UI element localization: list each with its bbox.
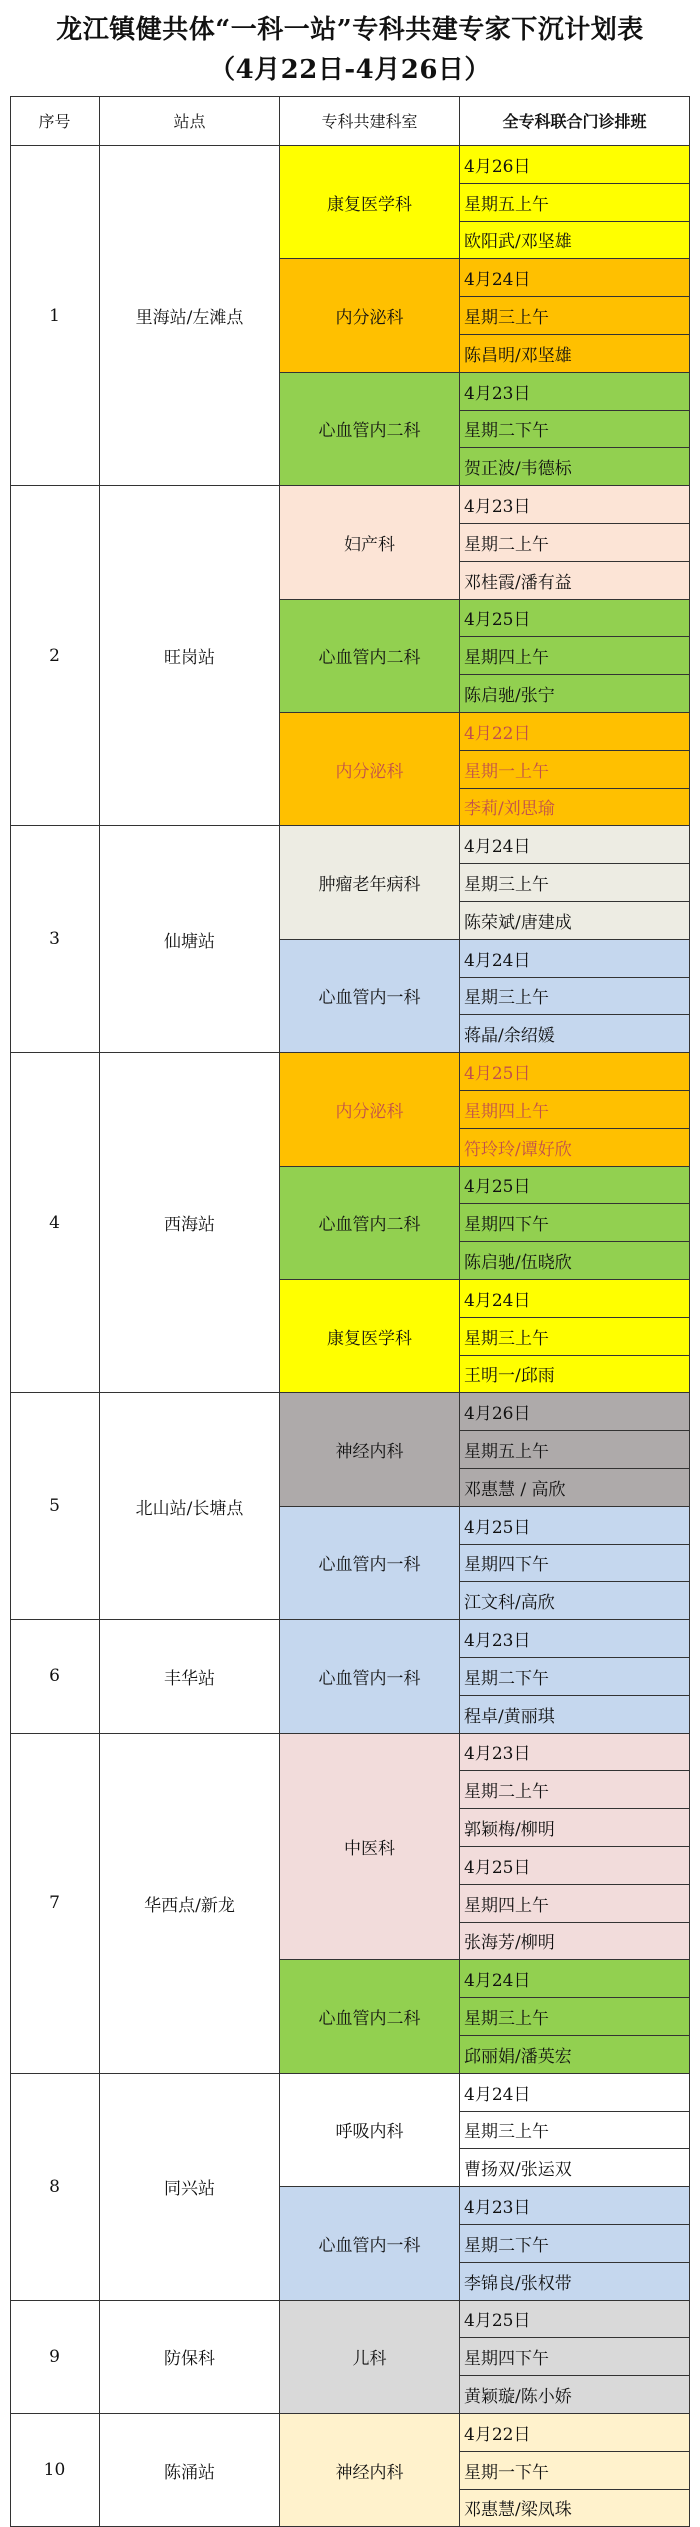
seq-cell: 9 (10, 2301, 100, 2414)
header-seq: 序号 (10, 96, 100, 146)
header-dept: 专科共建科室 (280, 96, 460, 146)
schedule-cell: 星期四下午 (460, 1204, 690, 1242)
site-cell: 里海站/左滩点 (100, 146, 280, 486)
schedule-cell: 星期二上午 (460, 524, 690, 562)
schedule-cell: 4月25日 (460, 1847, 690, 1885)
site-cell: 防保科 (100, 2301, 280, 2414)
dept-cell: 妇产科 (280, 486, 460, 599)
header-schedule: 全专科联合门诊排班 (460, 96, 690, 146)
dept-cell: 康复医学科 (280, 146, 460, 259)
schedule-cell: 星期五上午 (460, 184, 690, 222)
seq-cell: 1 (10, 146, 100, 486)
schedule-cell: 4月24日 (460, 2074, 690, 2112)
schedule-cell: 陈启驰/张宁 (460, 675, 690, 713)
schedule-cell: 程卓/黄丽琪 (460, 1696, 690, 1734)
schedule-cell: 星期一下午 (460, 2452, 690, 2490)
schedule-cell: 星期三上午 (460, 864, 690, 902)
schedule-cell: 曹扬双/张运双 (460, 2149, 690, 2187)
schedule-cell: 4月24日 (460, 1280, 690, 1318)
schedule-cell: 邓惠慧 / 高欣 (460, 1469, 690, 1507)
schedule-cell: 李莉/刘思瑜 (460, 789, 690, 827)
schedule-cell: 4月25日 (460, 2301, 690, 2339)
schedule-cell: 蒋晶/余绍媛 (460, 1015, 690, 1053)
schedule-cell: 星期四上午 (460, 637, 690, 675)
schedule-cell: 陈荣斌/唐建成 (460, 902, 690, 940)
dept-cell: 心血管内一科 (280, 1620, 460, 1733)
seq-cell: 2 (10, 486, 100, 826)
seq-cell: 7 (10, 1734, 100, 2074)
schedule-cell: 星期四上午 (460, 1885, 690, 1923)
dept-cell: 心血管内一科 (280, 940, 460, 1053)
dept-cell: 内分泌科 (280, 713, 460, 826)
seq-cell: 4 (10, 1053, 100, 1393)
schedule-cell: 4月24日 (460, 259, 690, 297)
dept-cell: 心血管内一科 (280, 2187, 460, 2300)
site-cell: 北山站/长塘点 (100, 1393, 280, 1620)
site-cell: 丰华站 (100, 1620, 280, 1733)
dept-cell: 神经内科 (280, 2414, 460, 2527)
schedule-cell: 星期二下午 (460, 2225, 690, 2263)
dept-cell: 心血管内二科 (280, 373, 460, 486)
site-cell: 陈涌站 (100, 2414, 280, 2527)
site-cell: 旺岗站 (100, 486, 280, 826)
site-cell: 同兴站 (100, 2074, 280, 2301)
site-cell: 华西点/新龙 (100, 1734, 280, 2074)
page-title (0, 10, 700, 90)
schedule-cell: 星期三上午 (460, 1318, 690, 1356)
schedule-cell: 星期三上午 (460, 2112, 690, 2150)
dept-cell: 内分泌科 (280, 259, 460, 372)
schedule-cell: 邓惠慧/梁凤珠 (460, 2490, 690, 2527)
title-line-2: （4月22日-4月26日） (209, 55, 491, 85)
schedule-cell: 邓桂霞/潘有益 (460, 562, 690, 600)
schedule-cell: 4月25日 (460, 1167, 690, 1205)
schedule-cell: 黄颖璇/陈小娇 (460, 2376, 690, 2414)
schedule-cell: 4月24日 (460, 826, 690, 864)
schedule-cell: 欧阳武/邓坚雄 (460, 222, 690, 260)
schedule-cell: 符玲玲/谭好欣 (460, 1129, 690, 1167)
schedule-cell: 陈昌明/邓坚雄 (460, 335, 690, 373)
schedule-cell: 4月23日 (460, 1734, 690, 1772)
dept-cell: 心血管内一科 (280, 1507, 460, 1620)
schedule-cell: 4月26日 (460, 1393, 690, 1431)
schedule-cell: 陈启驰/伍晓欣 (460, 1242, 690, 1280)
schedule-cell: 星期一上午 (460, 751, 690, 789)
site-cell: 西海站 (100, 1053, 280, 1393)
seq-cell: 6 (10, 1620, 100, 1733)
seq-cell: 5 (10, 1393, 100, 1620)
schedule-cell: 4月25日 (460, 1053, 690, 1091)
schedule-cell: 星期三上午 (460, 1998, 690, 2036)
schedule-cell: 张海芳/柳明 (460, 1923, 690, 1961)
dept-cell: 神经内科 (280, 1393, 460, 1506)
schedule-cell: 星期三上午 (460, 978, 690, 1016)
dept-cell: 康复医学科 (280, 1280, 460, 1393)
schedule-cell: 星期二下午 (460, 411, 690, 449)
schedule-cell: 江文科/高欣 (460, 1582, 690, 1620)
schedule-cell: 王明一/邱雨 (460, 1356, 690, 1394)
dept-cell: 中医科 (280, 1734, 460, 1961)
schedule-cell: 星期二下午 (460, 1658, 690, 1696)
schedule-cell: 邱丽娟/潘英宏 (460, 2036, 690, 2074)
dept-cell: 内分泌科 (280, 1053, 460, 1166)
schedule-cell: 4月22日 (460, 713, 690, 751)
schedule-cell: 4月23日 (460, 2187, 690, 2225)
schedule-cell: 星期四上午 (460, 1091, 690, 1129)
header-site: 站点 (100, 96, 280, 146)
seq-cell: 8 (10, 2074, 100, 2301)
schedule-cell: 4月26日 (460, 146, 690, 184)
schedule-cell: 李锦良/张权带 (460, 2263, 690, 2301)
seq-cell: 3 (10, 826, 100, 1053)
schedule-cell: 星期四下午 (460, 1545, 690, 1583)
schedule-cell: 郭颖梅/柳明 (460, 1809, 690, 1847)
schedule-cell: 星期二上午 (460, 1771, 690, 1809)
title-line-1: 龙江镇健共体“一科一站”专科共建专家下沉计划表 (56, 15, 644, 45)
schedule-cell: 4月23日 (460, 486, 690, 524)
site-cell: 仙塘站 (100, 826, 280, 1053)
dept-cell: 心血管内二科 (280, 600, 460, 713)
dept-cell: 心血管内二科 (280, 1167, 460, 1280)
dept-cell: 肿瘤老年病科 (280, 826, 460, 939)
schedule-cell: 4月24日 (460, 940, 690, 978)
schedule-cell: 贺正波/韦德标 (460, 448, 690, 486)
dept-cell: 呼吸内科 (280, 2074, 460, 2187)
schedule-cell: 4月22日 (460, 2414, 690, 2452)
seq-cell: 10 (10, 2414, 100, 2527)
schedule-cell: 星期四下午 (460, 2338, 690, 2376)
schedule-cell: 4月23日 (460, 373, 690, 411)
schedule-cell: 星期三上午 (460, 297, 690, 335)
schedule-cell: 4月25日 (460, 600, 690, 638)
dept-cell: 心血管内二科 (280, 1960, 460, 2073)
schedule-cell: 星期五上午 (460, 1431, 690, 1469)
schedule-cell: 4月24日 (460, 1960, 690, 1998)
dept-cell: 儿科 (280, 2301, 460, 2414)
schedule-cell: 4月23日 (460, 1620, 690, 1658)
schedule-cell: 4月25日 (460, 1507, 690, 1545)
